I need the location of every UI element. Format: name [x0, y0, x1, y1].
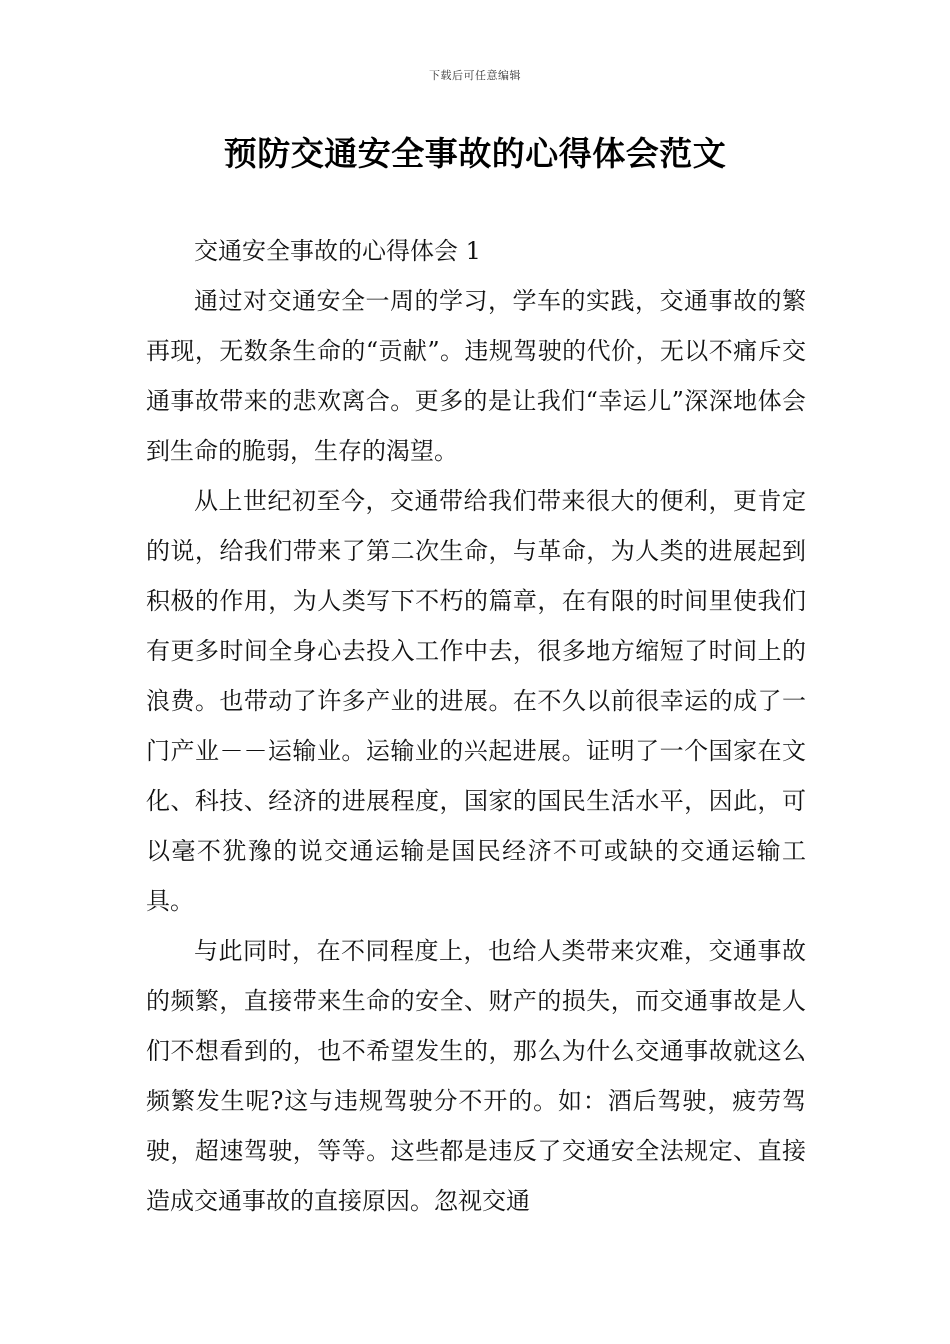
paragraph-2: 从上世纪初至今，交通带给我们带来很大的便利，更肯定的说，给我们带来了第二次生命，与革命，为人类的进展起到积极的作用，为人类写下不朽的篇章，在有限的时间里使我们有更多时间全身心去投入工作中去，很多地方缩短了时间上的浪费。也带动了许多产业的进展。在不久以前很幸运的成了一门产业－－运输业。运输业的兴起进展。证明了一个国家在文化、科技、经济的进展程度，国家的国民生活水平，因此，可以毫不犹豫的说交通运输是国民经济不可或缺的交通运输工具。	[146, 487, 806, 915]
paragraph-1: 通过对交通安全一周的学习，学车的实践，交通事故的繁再现，无数条生命的“贡献”。违规驾驶的代价，无以不痛斥交通事故带来的悲欢离合。更多的是让我们“幸运儿”深深地体会到生命的脆弱，生存的渴望。	[146, 287, 806, 465]
header-note: 下载后可任意编辑	[429, 69, 521, 82]
document-body	[146, 226, 806, 1226]
section-subtitle: 交通安全事故的心得体会 1	[194, 237, 481, 265]
paragraph-3: 与此同时，在不同程度上，也给人类带来灾难，交通事故的频繁，直接带来生命的安全、财产的损失，而交通事故是人们不想看到的，也不希望发生的，那么为什么交通事故就这么频繁发生呢?这与违规驾驶分不开的。如：酒后驾驶，疲劳驾驶，超速驾驶，等等。这些都是违反了交通安全法规定、直接造成交通事故的直接原因。忽视交通	[146, 937, 806, 1215]
document-title: 预防交通安全事故的心得体会范文	[223, 134, 727, 173]
